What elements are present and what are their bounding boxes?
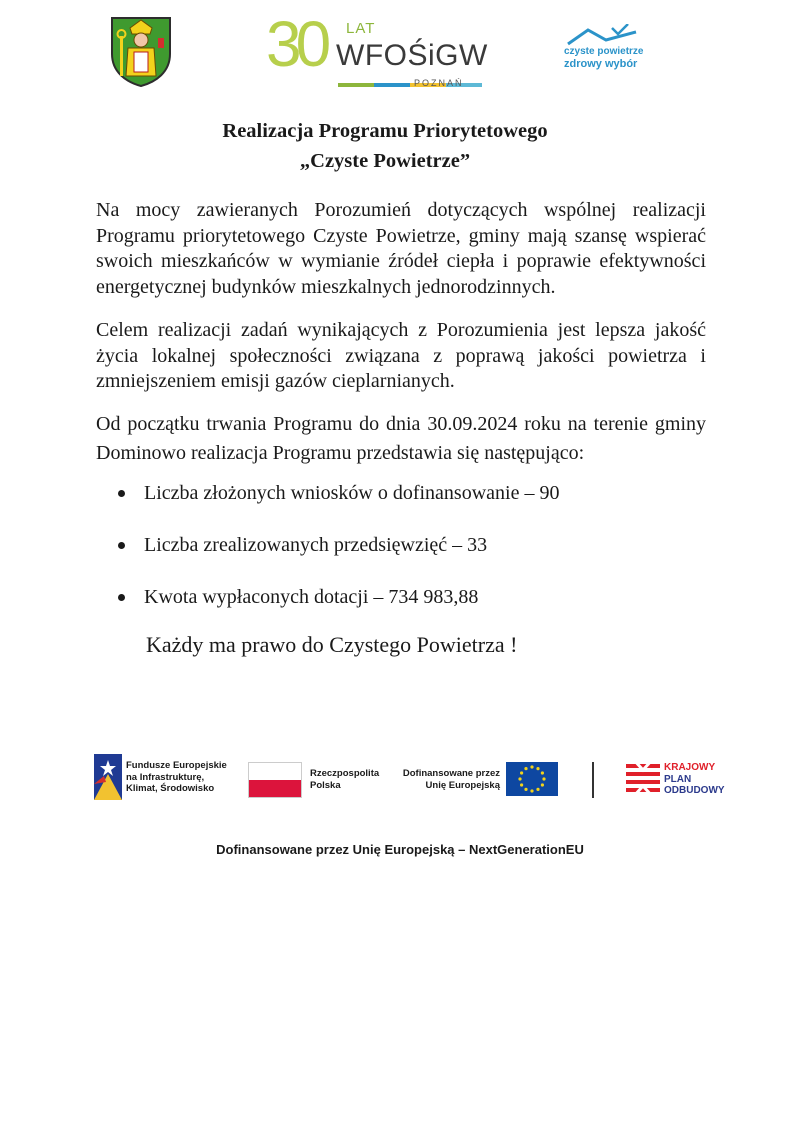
kpo-line2: PLAN	[664, 773, 692, 785]
fe-line3: Klimat, Środowisko	[126, 783, 215, 794]
eu-cofinanced-label	[398, 768, 500, 792]
house-roof-icon	[566, 24, 638, 46]
next-generation-eu-caption: Dofinansowane przez Unię Europejską – NextGenerationEU	[216, 842, 584, 857]
document-title-line2: „Czyste Powietrze”	[299, 150, 471, 172]
fe-label	[126, 760, 256, 795]
eu-flag-icon	[506, 762, 558, 796]
slogan: Każdy ma prawo do Czystego Powietrza !	[146, 632, 518, 657]
bullet-icon	[118, 490, 125, 497]
wfos-color-stripes	[338, 74, 488, 78]
kpo-line1: KRAJOWY	[664, 762, 716, 773]
stat-completed: Liczba zrealizowanych przedsięwzięć – 33	[144, 534, 488, 556]
fundusze-europejskie-logo	[94, 754, 264, 804]
czyste-powietrze-logo	[564, 24, 644, 74]
rp-line2: Polska	[310, 780, 341, 791]
wfosigw-30-lat-logo	[266, 8, 488, 88]
gmina-coat-of-arms-logo	[108, 14, 174, 88]
paragraph-agreements: Na mocy zawieranych Porozumień dotyczących wspólnej realizacji Programu priorytetowego Czyste Powietrze, gminy mają szansę wspierać swoich mieszkańców w wymianie źródeł ciepła i poprawie efektywności energetycznej budynków mieszkalnych jednorodzinnych.	[96, 199, 706, 298]
kpo-line3: ODBUDOWY	[664, 785, 725, 796]
logo-divider	[592, 762, 594, 798]
bullet-icon	[118, 594, 125, 601]
stat-applications: Liczba złożonych wniosków o dofinansowanie – 90	[144, 482, 560, 504]
rp-line1: Rzeczpospolita	[310, 768, 380, 779]
cp-line1: czyste powietrze	[564, 46, 644, 57]
wfos-years: 30	[266, 8, 326, 80]
krajowy-plan-odbudowy-logo	[626, 760, 746, 800]
statistics-list	[96, 478, 696, 634]
rzeczpospolita-polska-label	[310, 768, 379, 792]
paragraph-goal: Celem realizacji zadań wynikających z Porozumienia jest lepsza jakość życia lokalnej społeczności związana z poprawą jakości powietrza i zmniejszeniem emisji gazów cieplarnianych.	[96, 319, 706, 392]
list-item	[96, 582, 696, 634]
cp-line2: zdrowy wybór	[564, 58, 638, 70]
fe-line2: na Infrastrukturę,	[126, 771, 205, 783]
bullet-icon	[118, 542, 125, 549]
poland-flag-icon	[248, 762, 302, 798]
list-item	[96, 530, 696, 582]
dof-line2: Unię Europejską	[425, 780, 500, 791]
wfos-lat: LAT	[346, 20, 376, 37]
paragraph-status: Od początku trwania Programu do dnia 30.09.2024 roku na terenie gminy Dominowo realizacja Programu przedstawia się następująco:	[96, 413, 706, 464]
list-item	[96, 478, 696, 530]
fe-line1: Fundusze Europejskie	[126, 760, 227, 771]
document-title-line1: Realizacja Programu Priorytetowego	[222, 120, 548, 142]
dof-line1: Dofinansowane przez	[402, 768, 500, 779]
kpo-emblem-icon	[626, 760, 660, 796]
wfos-city: POZNAŃ	[414, 78, 464, 88]
stat-paid-amount: Kwota wypłaconych dotacji – 734 983,88	[144, 586, 479, 608]
wfos-brand: WFOŚiGW	[336, 39, 488, 72]
kpo-label	[664, 762, 725, 797]
fe-star-icon	[94, 754, 122, 800]
